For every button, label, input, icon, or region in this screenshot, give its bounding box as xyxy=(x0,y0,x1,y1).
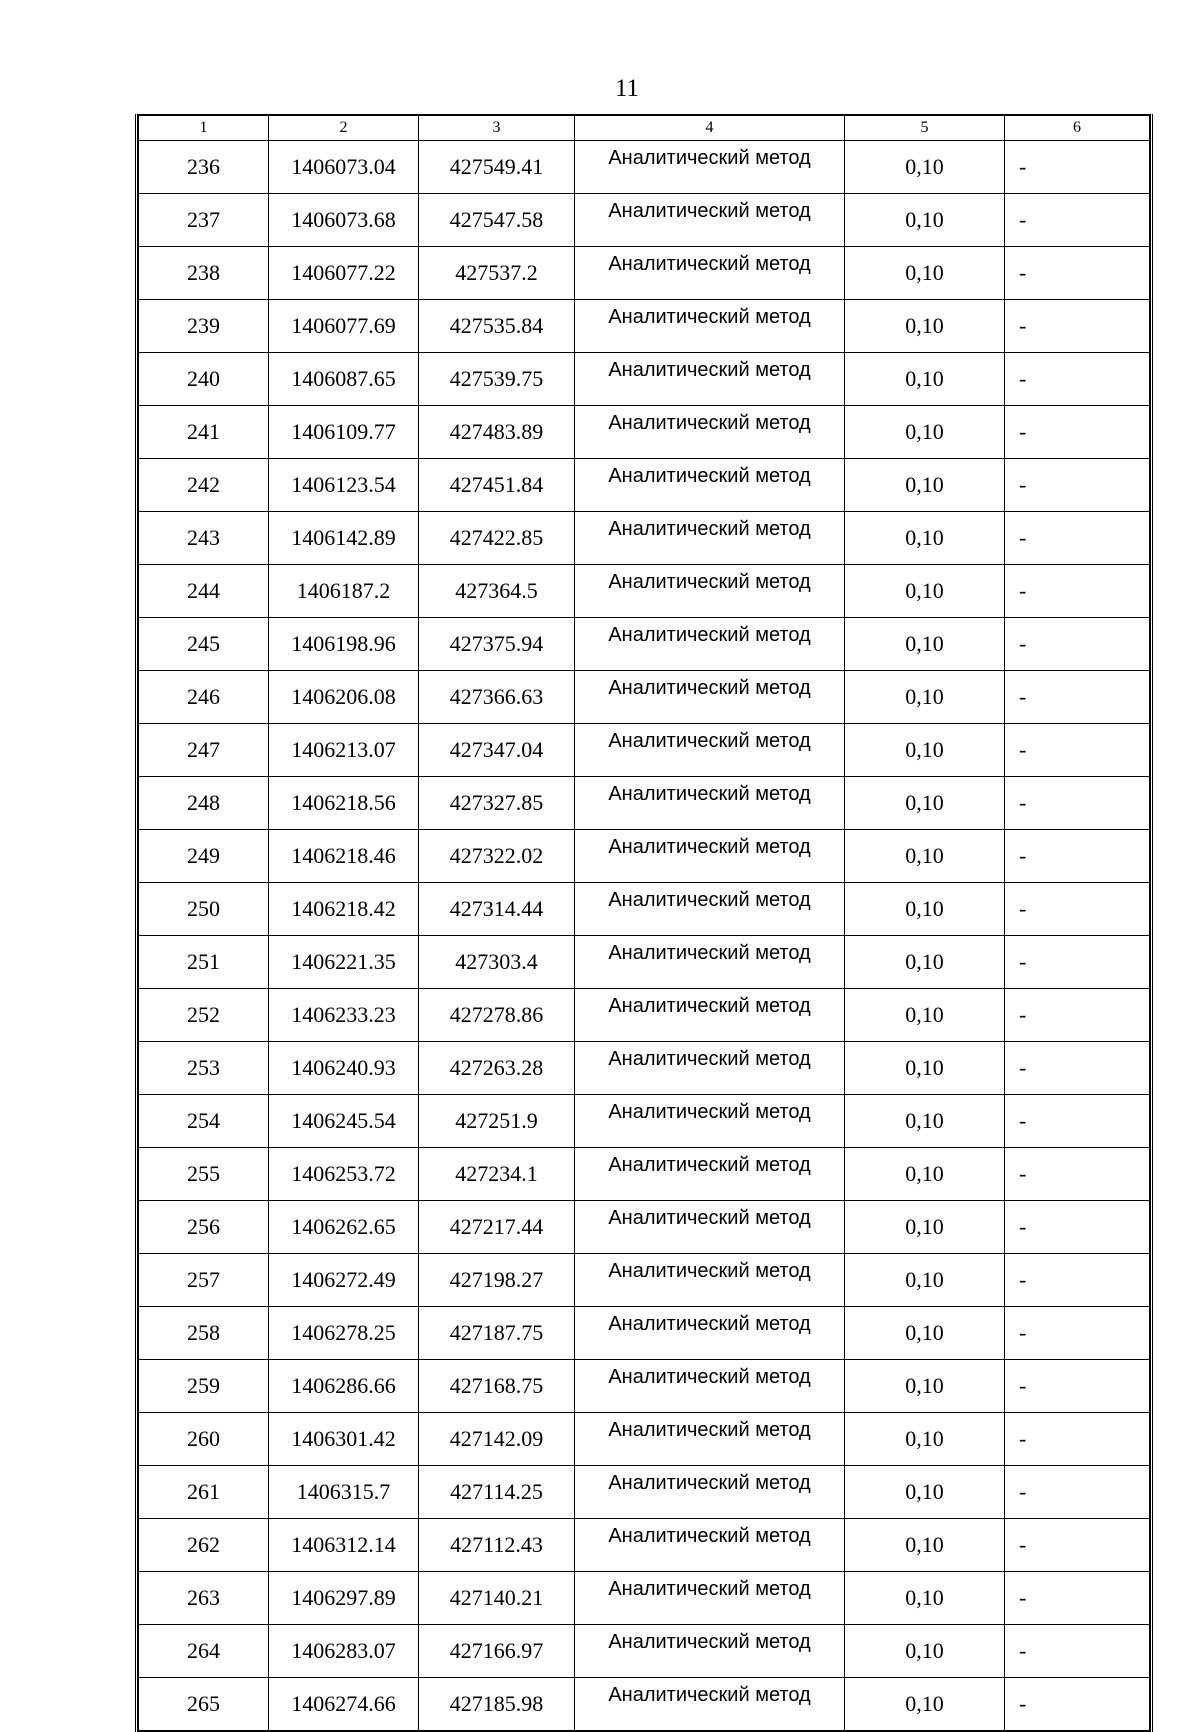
point-number-cell: 237 xyxy=(139,194,269,247)
y-coordinate-cell: 427198.27 xyxy=(419,1254,575,1307)
accuracy-cell: 0,10 xyxy=(845,1254,1005,1307)
column-header: 4 xyxy=(575,115,845,141)
y-coordinate-cell: 427547.58 xyxy=(419,194,575,247)
note-cell: - xyxy=(1005,936,1150,989)
x-coordinate-cell: 1406312.14 xyxy=(269,1519,419,1572)
y-coordinate-cell: 427539.75 xyxy=(419,353,575,406)
y-coordinate-cell: 427187.75 xyxy=(419,1307,575,1360)
accuracy-cell: 0,10 xyxy=(845,1148,1005,1201)
y-coordinate-cell: 427303.4 xyxy=(419,936,575,989)
table-header-row xyxy=(139,115,1150,141)
x-coordinate-cell: 1406077.69 xyxy=(269,300,419,353)
point-number-cell: 239 xyxy=(139,300,269,353)
x-coordinate-cell: 1406315.7 xyxy=(269,1466,419,1519)
accuracy-cell: 0,10 xyxy=(845,724,1005,777)
point-number-cell: 262 xyxy=(139,1519,269,1572)
accuracy-cell: 0,10 xyxy=(845,247,1005,300)
method-cell: Аналитический метод xyxy=(575,1572,845,1625)
method-cell: Аналитический метод xyxy=(575,1042,845,1095)
table-row xyxy=(139,194,1150,247)
y-coordinate-cell: 427112.43 xyxy=(419,1519,575,1572)
method-cell: Аналитический метод xyxy=(575,1095,845,1148)
x-coordinate-cell: 1406245.54 xyxy=(269,1095,419,1148)
table-row xyxy=(139,777,1150,830)
y-coordinate-cell: 427364.5 xyxy=(419,565,575,618)
point-number-cell: 258 xyxy=(139,1307,269,1360)
accuracy-cell: 0,10 xyxy=(845,1678,1005,1732)
y-coordinate-cell: 427314.44 xyxy=(419,883,575,936)
y-coordinate-cell: 427140.21 xyxy=(419,1572,575,1625)
table-row xyxy=(139,989,1150,1042)
accuracy-cell: 0,10 xyxy=(845,671,1005,724)
note-cell: - xyxy=(1005,1519,1150,1572)
note-cell: - xyxy=(1005,565,1150,618)
accuracy-cell: 0,10 xyxy=(845,194,1005,247)
point-number-cell: 236 xyxy=(139,141,269,194)
y-coordinate-cell: 427251.9 xyxy=(419,1095,575,1148)
note-cell: - xyxy=(1005,883,1150,936)
note-cell: - xyxy=(1005,777,1150,830)
table-row xyxy=(139,1148,1150,1201)
accuracy-cell: 0,10 xyxy=(845,353,1005,406)
x-coordinate-cell: 1406142.89 xyxy=(269,512,419,565)
y-coordinate-cell: 427483.89 xyxy=(419,406,575,459)
accuracy-cell: 0,10 xyxy=(845,565,1005,618)
column-header: 3 xyxy=(419,115,575,141)
point-number-cell: 243 xyxy=(139,512,269,565)
y-coordinate-cell: 427142.09 xyxy=(419,1413,575,1466)
note-cell: - xyxy=(1005,1466,1150,1519)
y-coordinate-cell: 427549.41 xyxy=(419,141,575,194)
method-cell: Аналитический метод xyxy=(575,300,845,353)
coordinates-table-container xyxy=(135,114,1153,1732)
y-coordinate-cell: 427327.85 xyxy=(419,777,575,830)
table-row xyxy=(139,1042,1150,1095)
point-number-cell: 261 xyxy=(139,1466,269,1519)
x-coordinate-cell: 1406221.35 xyxy=(269,936,419,989)
note-cell: - xyxy=(1005,1254,1150,1307)
method-cell: Аналитический метод xyxy=(575,512,845,565)
method-cell: Аналитический метод xyxy=(575,618,845,671)
method-cell: Аналитический метод xyxy=(575,141,845,194)
y-coordinate-cell: 427366.63 xyxy=(419,671,575,724)
note-cell: - xyxy=(1005,1413,1150,1466)
point-number-cell: 264 xyxy=(139,1625,269,1678)
method-cell: Аналитический метод xyxy=(575,565,845,618)
accuracy-cell: 0,10 xyxy=(845,1307,1005,1360)
table-row xyxy=(139,1254,1150,1307)
table-row xyxy=(139,1360,1150,1413)
accuracy-cell: 0,10 xyxy=(845,989,1005,1042)
note-cell: - xyxy=(1005,724,1150,777)
method-cell: Аналитический метод xyxy=(575,936,845,989)
point-number-cell: 244 xyxy=(139,565,269,618)
x-coordinate-cell: 1406218.56 xyxy=(269,777,419,830)
note-cell: - xyxy=(1005,1042,1150,1095)
note-cell: - xyxy=(1005,459,1150,512)
point-number-cell: 253 xyxy=(139,1042,269,1095)
point-number-cell: 248 xyxy=(139,777,269,830)
accuracy-cell: 0,10 xyxy=(845,618,1005,671)
method-cell: Аналитический метод xyxy=(575,1254,845,1307)
table-row xyxy=(139,1413,1150,1466)
column-header: 6 xyxy=(1005,115,1150,141)
method-cell: Аналитический метод xyxy=(575,459,845,512)
method-cell: Аналитический метод xyxy=(575,194,845,247)
x-coordinate-cell: 1406272.49 xyxy=(269,1254,419,1307)
y-coordinate-cell: 427168.75 xyxy=(419,1360,575,1413)
y-coordinate-cell: 427234.1 xyxy=(419,1148,575,1201)
method-cell: Аналитический метод xyxy=(575,1360,845,1413)
note-cell: - xyxy=(1005,194,1150,247)
method-cell: Аналитический метод xyxy=(575,989,845,1042)
table-body xyxy=(139,141,1150,1732)
coordinates-table xyxy=(138,114,1150,1732)
point-number-cell: 242 xyxy=(139,459,269,512)
y-coordinate-cell: 427375.94 xyxy=(419,618,575,671)
point-number-cell: 263 xyxy=(139,1572,269,1625)
accuracy-cell: 0,10 xyxy=(845,141,1005,194)
table-row xyxy=(139,1678,1150,1732)
x-coordinate-cell: 1406218.46 xyxy=(269,830,419,883)
note-cell: - xyxy=(1005,353,1150,406)
point-number-cell: 256 xyxy=(139,1201,269,1254)
method-cell: Аналитический метод xyxy=(575,1307,845,1360)
method-cell: Аналитический метод xyxy=(575,247,845,300)
accuracy-cell: 0,10 xyxy=(845,1042,1005,1095)
accuracy-cell: 0,10 xyxy=(845,1519,1005,1572)
x-coordinate-cell: 1406233.23 xyxy=(269,989,419,1042)
x-coordinate-cell: 1406218.42 xyxy=(269,883,419,936)
point-number-cell: 240 xyxy=(139,353,269,406)
y-coordinate-cell: 427217.44 xyxy=(419,1201,575,1254)
method-cell: Аналитический метод xyxy=(575,1413,845,1466)
method-cell: Аналитический метод xyxy=(575,1519,845,1572)
accuracy-cell: 0,10 xyxy=(845,459,1005,512)
table-row xyxy=(139,1519,1150,1572)
table-row xyxy=(139,830,1150,883)
point-number-cell: 255 xyxy=(139,1148,269,1201)
note-cell: - xyxy=(1005,1625,1150,1678)
note-cell: - xyxy=(1005,618,1150,671)
note-cell: - xyxy=(1005,300,1150,353)
method-cell: Аналитический метод xyxy=(575,777,845,830)
x-coordinate-cell: 1406206.08 xyxy=(269,671,419,724)
x-coordinate-cell: 1406274.66 xyxy=(269,1678,419,1732)
method-cell: Аналитический метод xyxy=(575,353,845,406)
note-cell: - xyxy=(1005,247,1150,300)
y-coordinate-cell: 427114.25 xyxy=(419,1466,575,1519)
table-row xyxy=(139,353,1150,406)
table-row xyxy=(139,1201,1150,1254)
point-number-cell: 247 xyxy=(139,724,269,777)
x-coordinate-cell: 1406198.96 xyxy=(269,618,419,671)
x-coordinate-cell: 1406109.77 xyxy=(269,406,419,459)
method-cell: Аналитический метод xyxy=(575,830,845,883)
note-cell: - xyxy=(1005,512,1150,565)
y-coordinate-cell: 427451.84 xyxy=(419,459,575,512)
y-coordinate-cell: 427535.84 xyxy=(419,300,575,353)
note-cell: - xyxy=(1005,406,1150,459)
x-coordinate-cell: 1406087.65 xyxy=(269,353,419,406)
accuracy-cell: 0,10 xyxy=(845,830,1005,883)
y-coordinate-cell: 427278.86 xyxy=(419,989,575,1042)
note-cell: - xyxy=(1005,1095,1150,1148)
table-row xyxy=(139,1466,1150,1519)
method-cell: Аналитический метод xyxy=(575,1625,845,1678)
accuracy-cell: 0,10 xyxy=(845,300,1005,353)
x-coordinate-cell: 1406073.68 xyxy=(269,194,419,247)
y-coordinate-cell: 427166.97 xyxy=(419,1625,575,1678)
point-number-cell: 249 xyxy=(139,830,269,883)
table-row xyxy=(139,724,1150,777)
x-coordinate-cell: 1406301.42 xyxy=(269,1413,419,1466)
method-cell: Аналитический метод xyxy=(575,671,845,724)
point-number-cell: 254 xyxy=(139,1095,269,1148)
x-coordinate-cell: 1406240.93 xyxy=(269,1042,419,1095)
column-header: 2 xyxy=(269,115,419,141)
table-row xyxy=(139,565,1150,618)
note-cell: - xyxy=(1005,141,1150,194)
y-coordinate-cell: 427185.98 xyxy=(419,1678,575,1732)
table-row xyxy=(139,883,1150,936)
table-row xyxy=(139,247,1150,300)
table-row xyxy=(139,1307,1150,1360)
note-cell: - xyxy=(1005,989,1150,1042)
table-row xyxy=(139,406,1150,459)
point-number-cell: 246 xyxy=(139,671,269,724)
point-number-cell: 251 xyxy=(139,936,269,989)
note-cell: - xyxy=(1005,1360,1150,1413)
note-cell: - xyxy=(1005,1572,1150,1625)
point-number-cell: 259 xyxy=(139,1360,269,1413)
method-cell: Аналитический метод xyxy=(575,883,845,936)
accuracy-cell: 0,10 xyxy=(845,1201,1005,1254)
x-coordinate-cell: 1406283.07 xyxy=(269,1625,419,1678)
x-coordinate-cell: 1406187.2 xyxy=(269,565,419,618)
method-cell: Аналитический метод xyxy=(575,1148,845,1201)
accuracy-cell: 0,10 xyxy=(845,1625,1005,1678)
x-coordinate-cell: 1406297.89 xyxy=(269,1572,419,1625)
point-number-cell: 265 xyxy=(139,1678,269,1732)
table-row xyxy=(139,141,1150,194)
table-row xyxy=(139,671,1150,724)
accuracy-cell: 0,10 xyxy=(845,512,1005,565)
table-row xyxy=(139,1095,1150,1148)
x-coordinate-cell: 1406077.22 xyxy=(269,247,419,300)
x-coordinate-cell: 1406262.65 xyxy=(269,1201,419,1254)
page-number: 11 xyxy=(614,75,640,102)
point-number-cell: 250 xyxy=(139,883,269,936)
note-cell: - xyxy=(1005,1148,1150,1201)
x-coordinate-cell: 1406213.07 xyxy=(269,724,419,777)
method-cell: Аналитический метод xyxy=(575,1201,845,1254)
accuracy-cell: 0,10 xyxy=(845,406,1005,459)
table-row xyxy=(139,459,1150,512)
y-coordinate-cell: 427422.85 xyxy=(419,512,575,565)
table-row xyxy=(139,1625,1150,1678)
point-number-cell: 241 xyxy=(139,406,269,459)
x-coordinate-cell: 1406123.54 xyxy=(269,459,419,512)
method-cell: Аналитический метод xyxy=(575,1678,845,1732)
point-number-cell: 260 xyxy=(139,1413,269,1466)
accuracy-cell: 0,10 xyxy=(845,1360,1005,1413)
method-cell: Аналитический метод xyxy=(575,724,845,777)
accuracy-cell: 0,10 xyxy=(845,1413,1005,1466)
accuracy-cell: 0,10 xyxy=(845,1572,1005,1625)
point-number-cell: 245 xyxy=(139,618,269,671)
y-coordinate-cell: 427537.2 xyxy=(419,247,575,300)
method-cell: Аналитический метод xyxy=(575,1466,845,1519)
point-number-cell: 252 xyxy=(139,989,269,1042)
y-coordinate-cell: 427347.04 xyxy=(419,724,575,777)
note-cell: - xyxy=(1005,830,1150,883)
note-cell: - xyxy=(1005,671,1150,724)
x-coordinate-cell: 1406253.72 xyxy=(269,1148,419,1201)
point-number-cell: 257 xyxy=(139,1254,269,1307)
table-row xyxy=(139,936,1150,989)
y-coordinate-cell: 427322.02 xyxy=(419,830,575,883)
column-header: 5 xyxy=(845,115,1005,141)
x-coordinate-cell: 1406278.25 xyxy=(269,1307,419,1360)
table-row xyxy=(139,300,1150,353)
point-number-cell: 238 xyxy=(139,247,269,300)
table-row xyxy=(139,512,1150,565)
table-row xyxy=(139,618,1150,671)
note-cell: - xyxy=(1005,1307,1150,1360)
column-header: 1 xyxy=(139,115,269,141)
accuracy-cell: 0,10 xyxy=(845,1095,1005,1148)
accuracy-cell: 0,10 xyxy=(845,1466,1005,1519)
accuracy-cell: 0,10 xyxy=(845,777,1005,830)
table-row xyxy=(139,1572,1150,1625)
accuracy-cell: 0,10 xyxy=(845,883,1005,936)
x-coordinate-cell: 1406073.04 xyxy=(269,141,419,194)
note-cell: - xyxy=(1005,1678,1150,1732)
y-coordinate-cell: 427263.28 xyxy=(419,1042,575,1095)
x-coordinate-cell: 1406286.66 xyxy=(269,1360,419,1413)
accuracy-cell: 0,10 xyxy=(845,936,1005,989)
method-cell: Аналитический метод xyxy=(575,406,845,459)
note-cell: - xyxy=(1005,1201,1150,1254)
